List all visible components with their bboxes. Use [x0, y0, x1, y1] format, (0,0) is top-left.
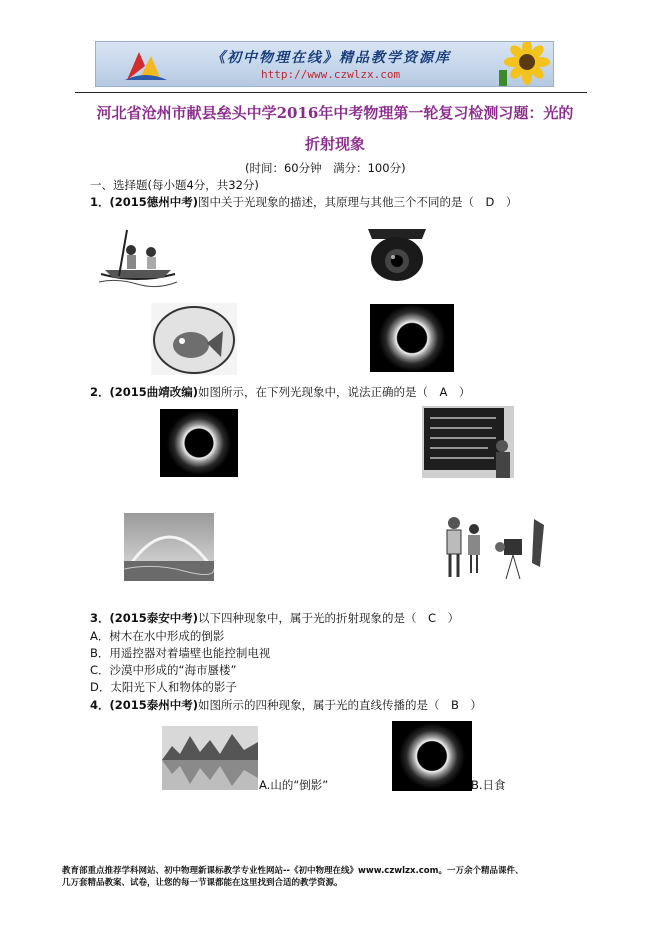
q1-source: (2015德州中考) — [109, 195, 199, 209]
title-line-2: 折射现象 — [304, 135, 365, 153]
document-title — [80, 98, 590, 160]
q4-number: 4． — [90, 698, 110, 712]
q3-source: (2015泰安中考) — [109, 611, 199, 625]
question-3 — [90, 610, 459, 626]
q2-image-eclipse — [160, 409, 238, 477]
q1-stem: 图中关于光现象的描述，其原理与其他三个不同的是（ D ） — [198, 195, 518, 209]
q1-image-fisherman — [97, 226, 179, 288]
q1-number: 1． — [90, 195, 110, 209]
q2-image-shadow-play — [440, 511, 550, 581]
question-4 — [90, 697, 482, 713]
q3-option-c: C．沙漠中形成的“海市蜃楼” — [90, 663, 237, 677]
q1-image-eclipse — [370, 304, 454, 372]
banner-url[interactable]: http://www.czwlzx.com — [261, 68, 401, 81]
q1-image-fishbowl — [151, 303, 237, 375]
footer-line-1: 教育部重点推荐学科网站、初中物理新课标教学专业性网站--《初中物理在线》www.czwlzx.com。一万余个精品课件、 — [62, 866, 524, 876]
exam-meta: (时间：60分钟 满分：100分) — [245, 161, 406, 175]
header-rule — [75, 92, 587, 93]
question-2 — [90, 384, 470, 400]
q1-image-camera — [362, 219, 432, 285]
q4-source: (2015泰州中考) — [109, 698, 199, 712]
q2-source: (2015曲靖改编) — [109, 385, 199, 399]
q3-option-d: D．太阳光下人和物体的影子 — [90, 680, 237, 694]
header-banner — [95, 41, 554, 87]
q2-stem: 如图所示，在下列光现象中，说法正确的是（ A ） — [198, 385, 471, 399]
q4-image-mountain-reflection — [162, 726, 258, 790]
page-footer — [62, 865, 607, 889]
logo-icon — [121, 46, 171, 84]
q2-number: 2． — [90, 385, 110, 399]
q4-stem: 如图所示的四种现象，属于光的直线传播的是（ B ） — [198, 698, 482, 712]
banner-title: 《初中物理在线》精品教学资源库 — [211, 50, 451, 66]
footer-line-2: 几万套精品教案、试卷，让您的每一节课都能在这里找到合适的教学资源。 — [62, 878, 343, 888]
q3-option-a: A．树木在水中形成的倒影 — [90, 629, 225, 643]
q3-stem: 以下四种现象中，属于光的折射现象的是（ C ） — [198, 611, 460, 625]
section-heading: 一、选择题(每小题4分，共32分) — [90, 178, 259, 192]
sunflower-icon — [491, 42, 554, 87]
q3-option-b: B．用遥控器对着墙壁也能控制电视 — [90, 646, 271, 660]
q2-image-blackboard — [422, 406, 514, 478]
q3-number: 3． — [90, 611, 110, 625]
q4-caption-a: A.山的“倒影” — [259, 778, 329, 792]
q4-caption-b: B.日食 — [471, 778, 506, 792]
question-1 — [90, 194, 517, 210]
title-line-1: 河北省沧州市献县垒头中学2016年中考物理第一轮复习检测习题：光的 — [96, 104, 574, 122]
q2-image-rainbow — [124, 513, 214, 581]
q4-image-eclipse — [392, 721, 472, 791]
